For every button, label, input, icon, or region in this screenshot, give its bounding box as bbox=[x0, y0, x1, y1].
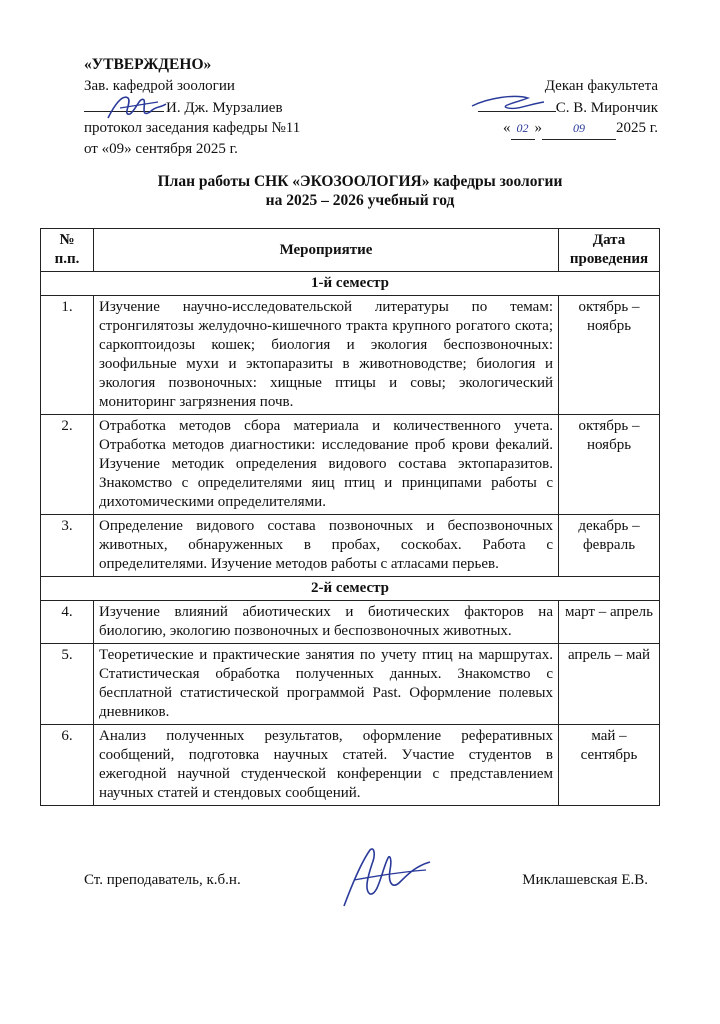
date-month: 09 bbox=[542, 118, 616, 140]
row-num: 3. bbox=[41, 515, 94, 577]
dean-date-line: « 02 » 09 2025 г. bbox=[478, 118, 658, 140]
row-activity: Отработка методов сбора материала и количественного учета. Отработка методов диагностики: исследование проб крови фекалий. Изучение методик определения видового состава эктопаразитов. Знакомство с определителями яиц птиц и принципами работы с дихотомическими определителями. bbox=[94, 415, 559, 515]
table-row bbox=[41, 644, 660, 725]
table-row bbox=[41, 725, 660, 806]
head-signature-icon bbox=[100, 88, 180, 124]
semester-2: 2-й семестр bbox=[41, 577, 660, 601]
footer-position: Ст. преподаватель, к.б.н. bbox=[84, 872, 241, 888]
table-row bbox=[41, 601, 660, 644]
header-num: № п.п. bbox=[41, 229, 94, 272]
teacher-signature-icon bbox=[330, 840, 440, 912]
document-title bbox=[0, 172, 720, 210]
approval-title: «УТВЕРЖДЕНО» bbox=[84, 56, 212, 73]
semester-row bbox=[41, 272, 660, 296]
row-date: декабрь – февраль bbox=[559, 515, 660, 577]
row-num: 2. bbox=[41, 415, 94, 515]
table-header-row bbox=[41, 229, 660, 272]
header-activity: Мероприятие bbox=[94, 229, 559, 272]
row-date: октябрь – ноябрь bbox=[559, 296, 660, 415]
protocol-line: протокол заседания кафедры №11 bbox=[84, 120, 301, 136]
date-year: 2025 г. bbox=[616, 120, 658, 136]
row-activity: Анализ полученных результатов, оформление реферативных сообщений, подготовка научных статей. Участие студентов в ежегодной научной студенческой конференции с представлением научных статей и стендовых сообщений. bbox=[94, 725, 559, 806]
row-date: апрель – май bbox=[559, 644, 660, 725]
head-position: Зав. кафедрой зоологии bbox=[84, 78, 235, 94]
table-row bbox=[41, 415, 660, 515]
table-row bbox=[41, 515, 660, 577]
row-date: май – сентябрь bbox=[559, 725, 660, 806]
row-activity: Изучение влияний абиотических и биотических факторов на биологию, экологию позвоночных и беспозвоночных животных. bbox=[94, 601, 559, 644]
table-row bbox=[41, 296, 660, 415]
row-date: октябрь – ноябрь bbox=[559, 415, 660, 515]
row-num: 1. bbox=[41, 296, 94, 415]
head-name: И. Дж. Мурзалиев bbox=[166, 99, 283, 116]
title-line-1: План работы СНК «ЭКОЗООЛОГИЯ» кафедры зоологии bbox=[157, 173, 563, 190]
plan-table bbox=[40, 228, 660, 806]
protocol-date: от «09» сентября 2025 г. bbox=[84, 140, 238, 157]
dean-position: Декан факультета bbox=[544, 78, 658, 94]
dean-name: С. В. Мирончик bbox=[555, 99, 658, 116]
header-date: Дата проведения bbox=[559, 229, 660, 272]
date-day: 02 bbox=[511, 118, 535, 140]
row-activity: Теоретические и практические занятия по учету птиц на маршрутах. Статистическая обработка полученных данных. Знакомство с бесплатной статистической программой Past. Оформление полевых дневников. bbox=[94, 644, 559, 725]
row-activity: Определение видового состава позвоночных и беспозвоночных животных, обнаруженных в пробах, соскобах. Работа с определителями. Изучение методов работы с атласами перьев. bbox=[94, 515, 559, 577]
row-num: 5. bbox=[41, 644, 94, 725]
semester-1: 1-й семестр bbox=[41, 272, 660, 296]
footer-name: Миклашевская Е.В. bbox=[522, 872, 648, 888]
title-line-2: на 2025 – 2026 учебный год bbox=[265, 192, 455, 209]
row-date: март – апрель bbox=[559, 601, 660, 644]
row-num: 4. bbox=[41, 601, 94, 644]
row-activity: Изучение научно-исследовательской литературы по темам: стронгилятозы желудочно-кишечного тракта крупного рогатого скота; саркоптоидозы кошек; биология и экология беспозвоночных: зоофильные мухи и эктопаразиты в животноводстве; биология и экология позвоночных: хищные птицы и совы; экологический мониторинг загрязнения почв. bbox=[94, 296, 559, 415]
semester-row bbox=[41, 577, 660, 601]
dean-signature-icon bbox=[468, 88, 548, 118]
row-num: 6. bbox=[41, 725, 94, 806]
